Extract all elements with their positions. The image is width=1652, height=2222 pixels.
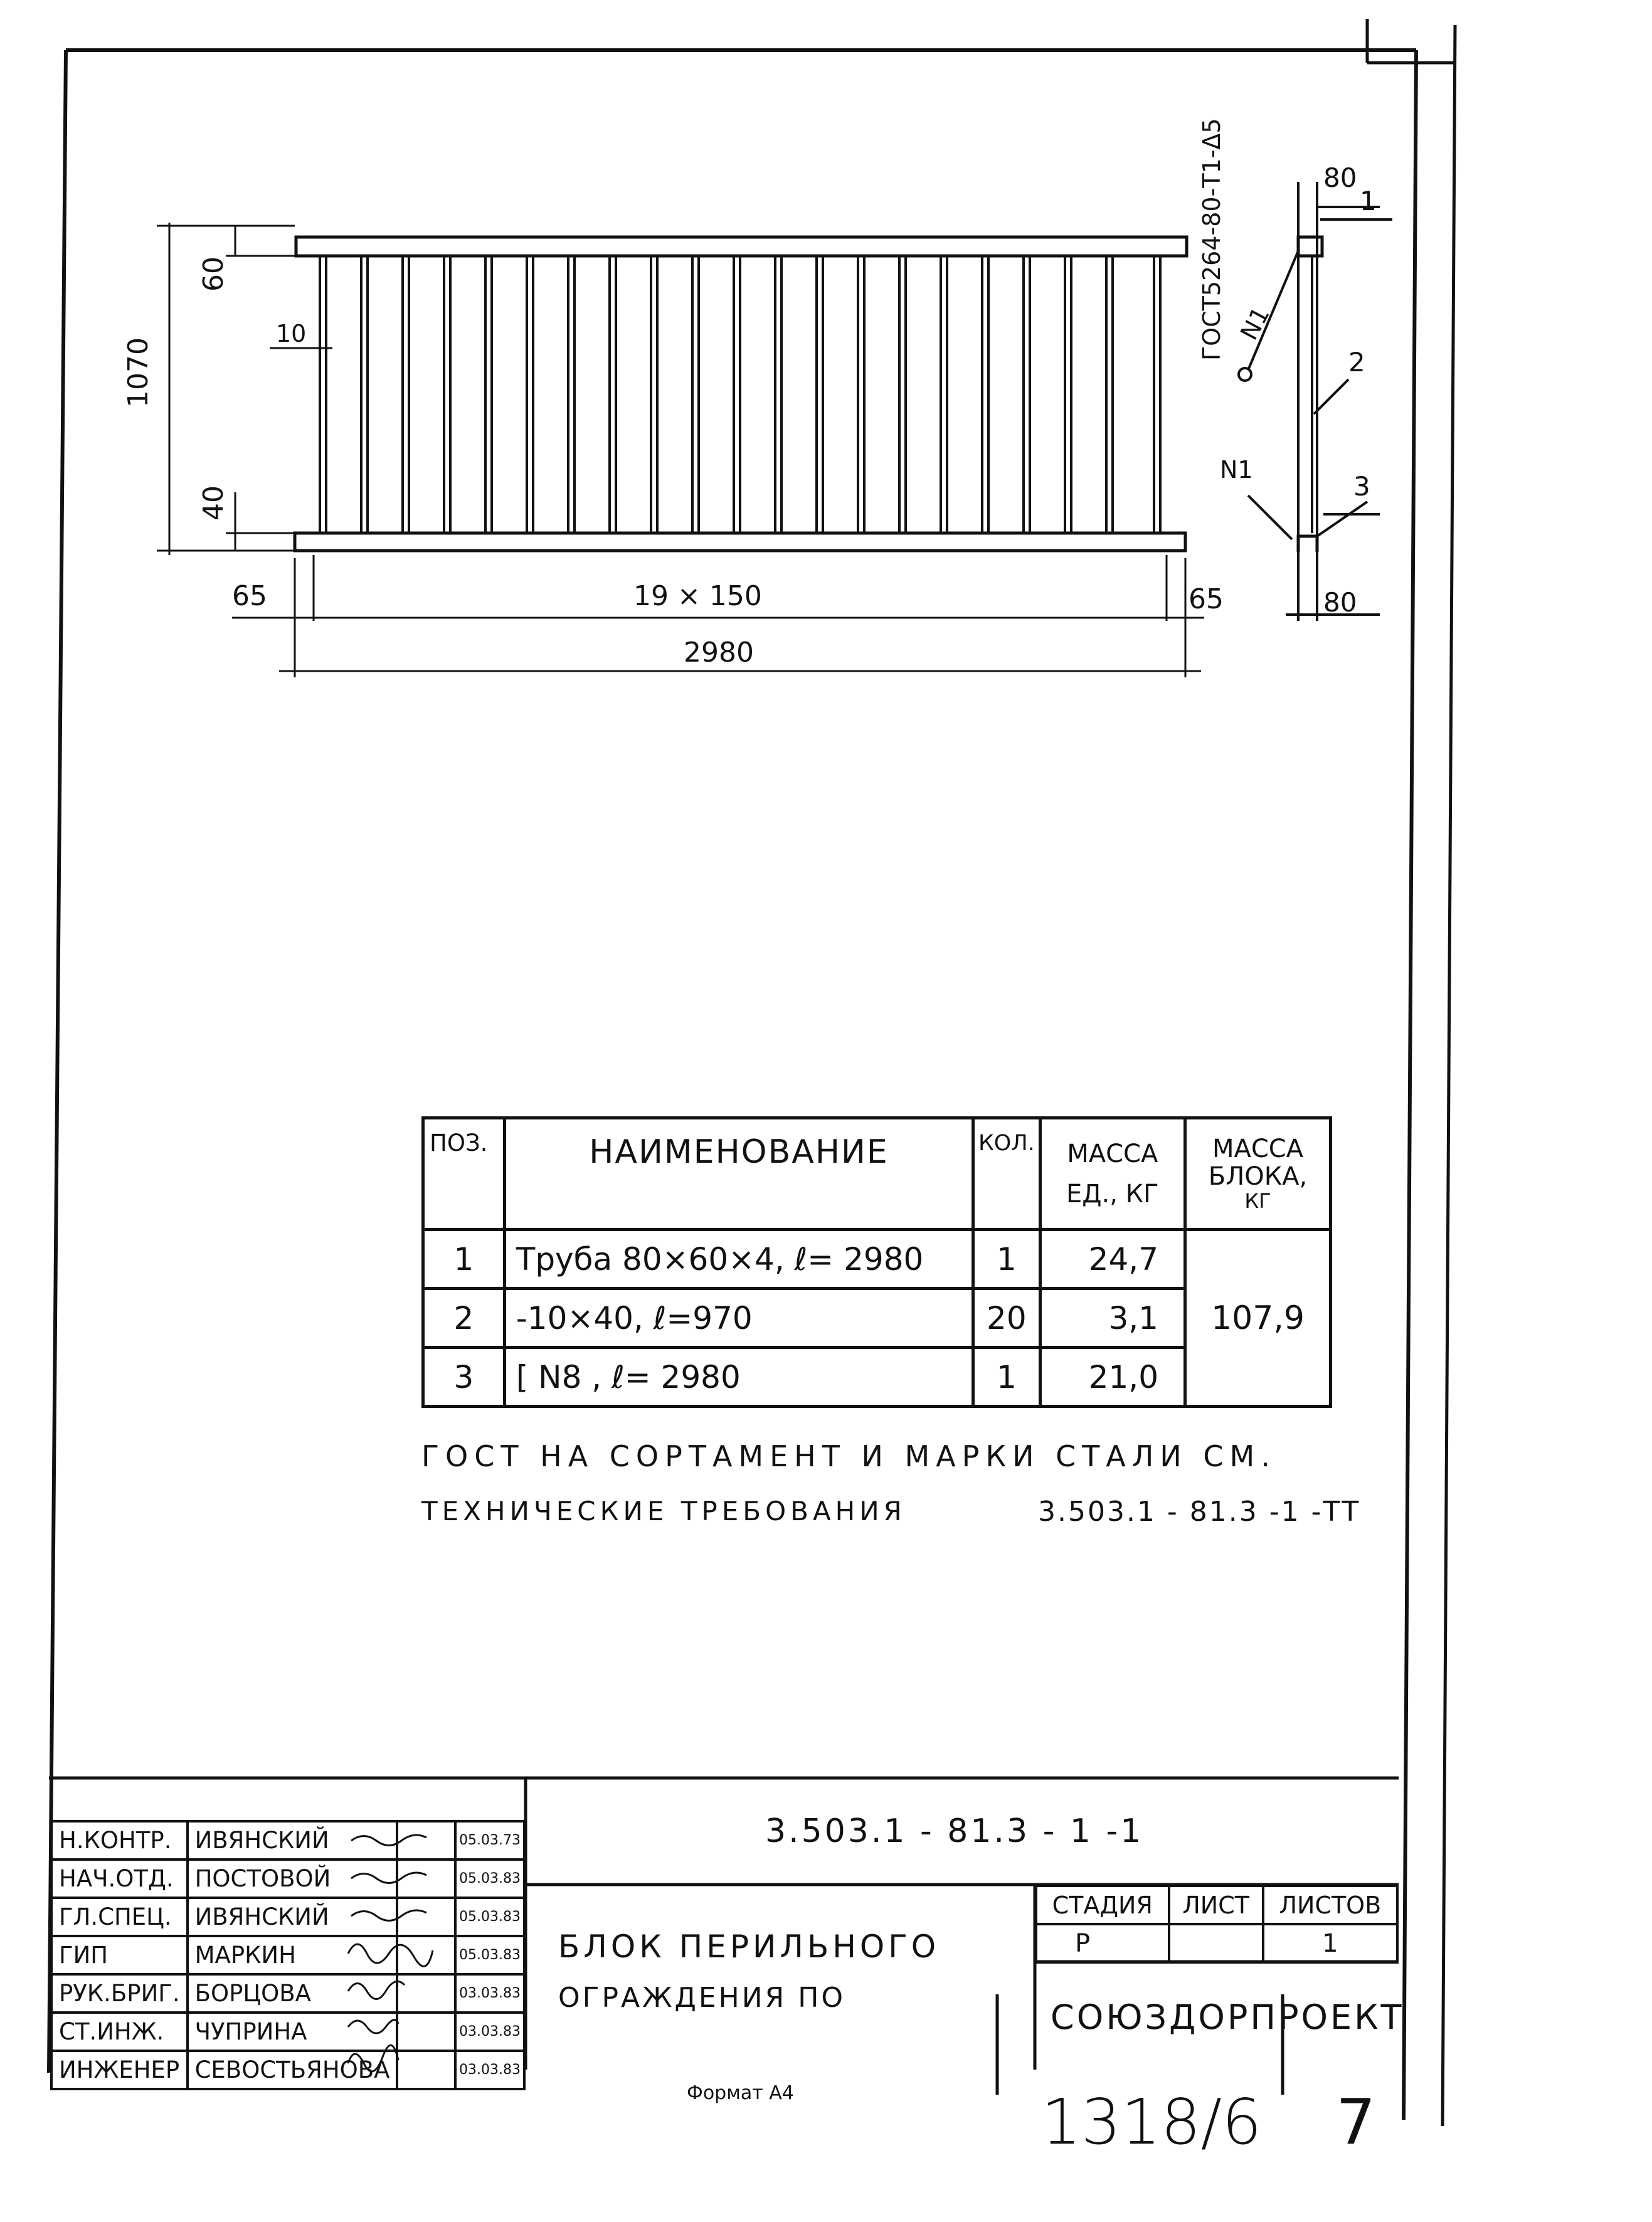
dim-end-left: 65 bbox=[232, 580, 267, 612]
date-cell: 03.03.83 bbox=[455, 1974, 524, 2013]
role-cell: ИНЖЕНЕР bbox=[51, 2051, 188, 2089]
header-mass-unit-line2: ЕД., КГ bbox=[1066, 1179, 1159, 1209]
position-3-callout: 3 bbox=[1353, 471, 1370, 502]
sheets-label: ЛИСТОВ bbox=[1263, 1886, 1397, 1924]
dimension-texts bbox=[122, 257, 1224, 669]
header-mass-block-line1: МАССА bbox=[1212, 1134, 1304, 1163]
row-pos: 3 bbox=[423, 1348, 505, 1407]
sheet-label: ЛИСТ bbox=[1169, 1886, 1263, 1924]
table-row bbox=[51, 2013, 524, 2051]
header-mass-block-line2: БЛОКА, bbox=[1208, 1161, 1308, 1191]
table-row bbox=[51, 1974, 524, 2013]
dim-total-length: 2980 bbox=[684, 637, 754, 669]
header-mass-block bbox=[1185, 1118, 1331, 1230]
date-cell: 05.03.83 bbox=[455, 1898, 524, 1936]
row-qty: 1 bbox=[973, 1230, 1040, 1289]
row-pos: 1 bbox=[423, 1230, 505, 1289]
block-mass: 107,9 bbox=[1185, 1230, 1331, 1407]
row-mass: 21,0 bbox=[1040, 1348, 1185, 1407]
date-cell: 05.03.73 bbox=[455, 1821, 524, 1860]
width-bottom: 80 bbox=[1323, 587, 1357, 618]
name-cell: ЧУПРИНА bbox=[188, 2013, 398, 2051]
role-cell: Н.КОНТР. bbox=[51, 1821, 188, 1860]
note-line-1: ГОСТ НА СОРТАМЕНТ И МАРКИ СТАЛИ СМ. bbox=[421, 1439, 1276, 1473]
dim-bottom-offset: 40 bbox=[198, 485, 230, 521]
role-cell: НАЧ.ОТД. bbox=[51, 1860, 188, 1898]
name-cell: ПОСТОВОЙ bbox=[188, 1860, 398, 1898]
name-cell: БОРЦОВА bbox=[188, 1974, 398, 2013]
header-pos: ПОЗ. bbox=[423, 1118, 505, 1230]
role-cell: РУК.БРИГ. bbox=[51, 1974, 188, 2013]
row-mass: 3,1 bbox=[1040, 1289, 1185, 1348]
note-line-2-text: ТЕХНИЧЕСКИЕ ТРЕБОВАНИЯ bbox=[421, 1496, 906, 1526]
table-row bbox=[423, 1230, 1331, 1289]
date-cell: 03.03.83 bbox=[455, 2051, 524, 2089]
archive-number: 1318/6 bbox=[1041, 2085, 1262, 2159]
row-qty: 1 bbox=[973, 1348, 1040, 1407]
name-cell: ИВЯНСКИЙ bbox=[188, 1898, 398, 1936]
dim-total-height: 1070 bbox=[122, 337, 154, 408]
header-name: НАИМЕНОВАНИЕ bbox=[504, 1118, 973, 1230]
frame-right bbox=[1404, 50, 1416, 2120]
note-line-2-ref: 3.503.1 - 81.3 -1 -ТТ bbox=[1038, 1496, 1361, 1528]
width-top: 80 bbox=[1323, 162, 1357, 193]
date-cell: 05.03.83 bbox=[455, 1860, 524, 1898]
vertical-bars bbox=[320, 256, 1160, 533]
table-row bbox=[51, 2051, 524, 2089]
dim-bar-width: 10 bbox=[276, 320, 307, 347]
table-row bbox=[51, 1936, 524, 1974]
paper-format: Формат А4 bbox=[687, 2082, 794, 2104]
specification-table bbox=[421, 1116, 1332, 1408]
page-number: 7 bbox=[1336, 2085, 1376, 2159]
row-name: Труба 80×60×4, ℓ= 2980 bbox=[504, 1230, 973, 1289]
frame-outer-right bbox=[1443, 25, 1455, 2126]
date-cell: 03.03.83 bbox=[455, 2013, 524, 2051]
header-mass-unit bbox=[1040, 1118, 1185, 1230]
gost-weld-label: ГОСТ5264-80-Т1-Δ5 bbox=[1198, 118, 1226, 361]
table-row bbox=[51, 1821, 524, 1860]
stage-value: Р bbox=[1036, 1924, 1169, 1962]
role-cell: ГЛ.СПЕЦ. bbox=[51, 1898, 188, 1936]
name-cell: СЕВОСТЬЯНОВА bbox=[188, 2051, 398, 2089]
section-view bbox=[1239, 182, 1392, 621]
dim-top-offset: 60 bbox=[198, 257, 230, 292]
weld-mark-lower: N1 bbox=[1220, 456, 1253, 484]
table-row bbox=[51, 1860, 524, 1898]
role-cell: СТ.ИНЖ. bbox=[51, 2013, 188, 2051]
role-cell: ГИП bbox=[51, 1936, 188, 1974]
title-line-2: ОГРАЖДЕНИЯ ПО bbox=[558, 1982, 845, 2014]
header-qty: КОЛ. bbox=[973, 1118, 1040, 1230]
position-2-callout: 2 bbox=[1348, 347, 1365, 378]
table-row bbox=[51, 1898, 524, 1936]
sheets-value: 1 bbox=[1263, 1924, 1397, 1962]
row-mass: 24,7 bbox=[1040, 1230, 1185, 1289]
stage-table bbox=[1035, 1885, 1399, 1964]
signature-table bbox=[50, 1820, 526, 2090]
row-name: [ N8 , ℓ= 2980 bbox=[504, 1348, 973, 1407]
stage-label: СТАДИЯ bbox=[1036, 1886, 1169, 1924]
row-name: -10×40, ℓ=970 bbox=[504, 1289, 973, 1348]
bottom-channel bbox=[295, 533, 1185, 551]
row-pos: 2 bbox=[423, 1289, 505, 1348]
organization-name: СОЮЗДОРПРОЕКТ bbox=[1051, 1997, 1404, 2037]
section-texts bbox=[1198, 118, 1377, 618]
name-cell: МАРКИН bbox=[188, 1936, 398, 1974]
dim-spacing: 19 × 150 bbox=[633, 580, 762, 612]
dim-end-right: 65 bbox=[1189, 583, 1224, 615]
date-cell: 05.03.83 bbox=[455, 1936, 524, 1974]
weld-mark-upper: N1 bbox=[1235, 302, 1275, 345]
frame-left bbox=[49, 50, 66, 2073]
name-cell: ИВЯНСКИЙ bbox=[188, 1821, 398, 1860]
header-mass-block-line3: КГ bbox=[1244, 1188, 1271, 1213]
top-tube bbox=[296, 237, 1187, 256]
sheet-value bbox=[1169, 1924, 1263, 1962]
title-line-1: БЛОК ПЕРИЛЬНОГО bbox=[558, 1928, 940, 1965]
position-1-callout: 1 bbox=[1360, 186, 1377, 216]
header-mass-unit-line1: МАССА bbox=[1067, 1139, 1158, 1168]
document-code: 3.503.1 - 81.3 - 1 -1 bbox=[765, 1812, 1144, 1850]
row-qty: 20 bbox=[973, 1289, 1040, 1348]
